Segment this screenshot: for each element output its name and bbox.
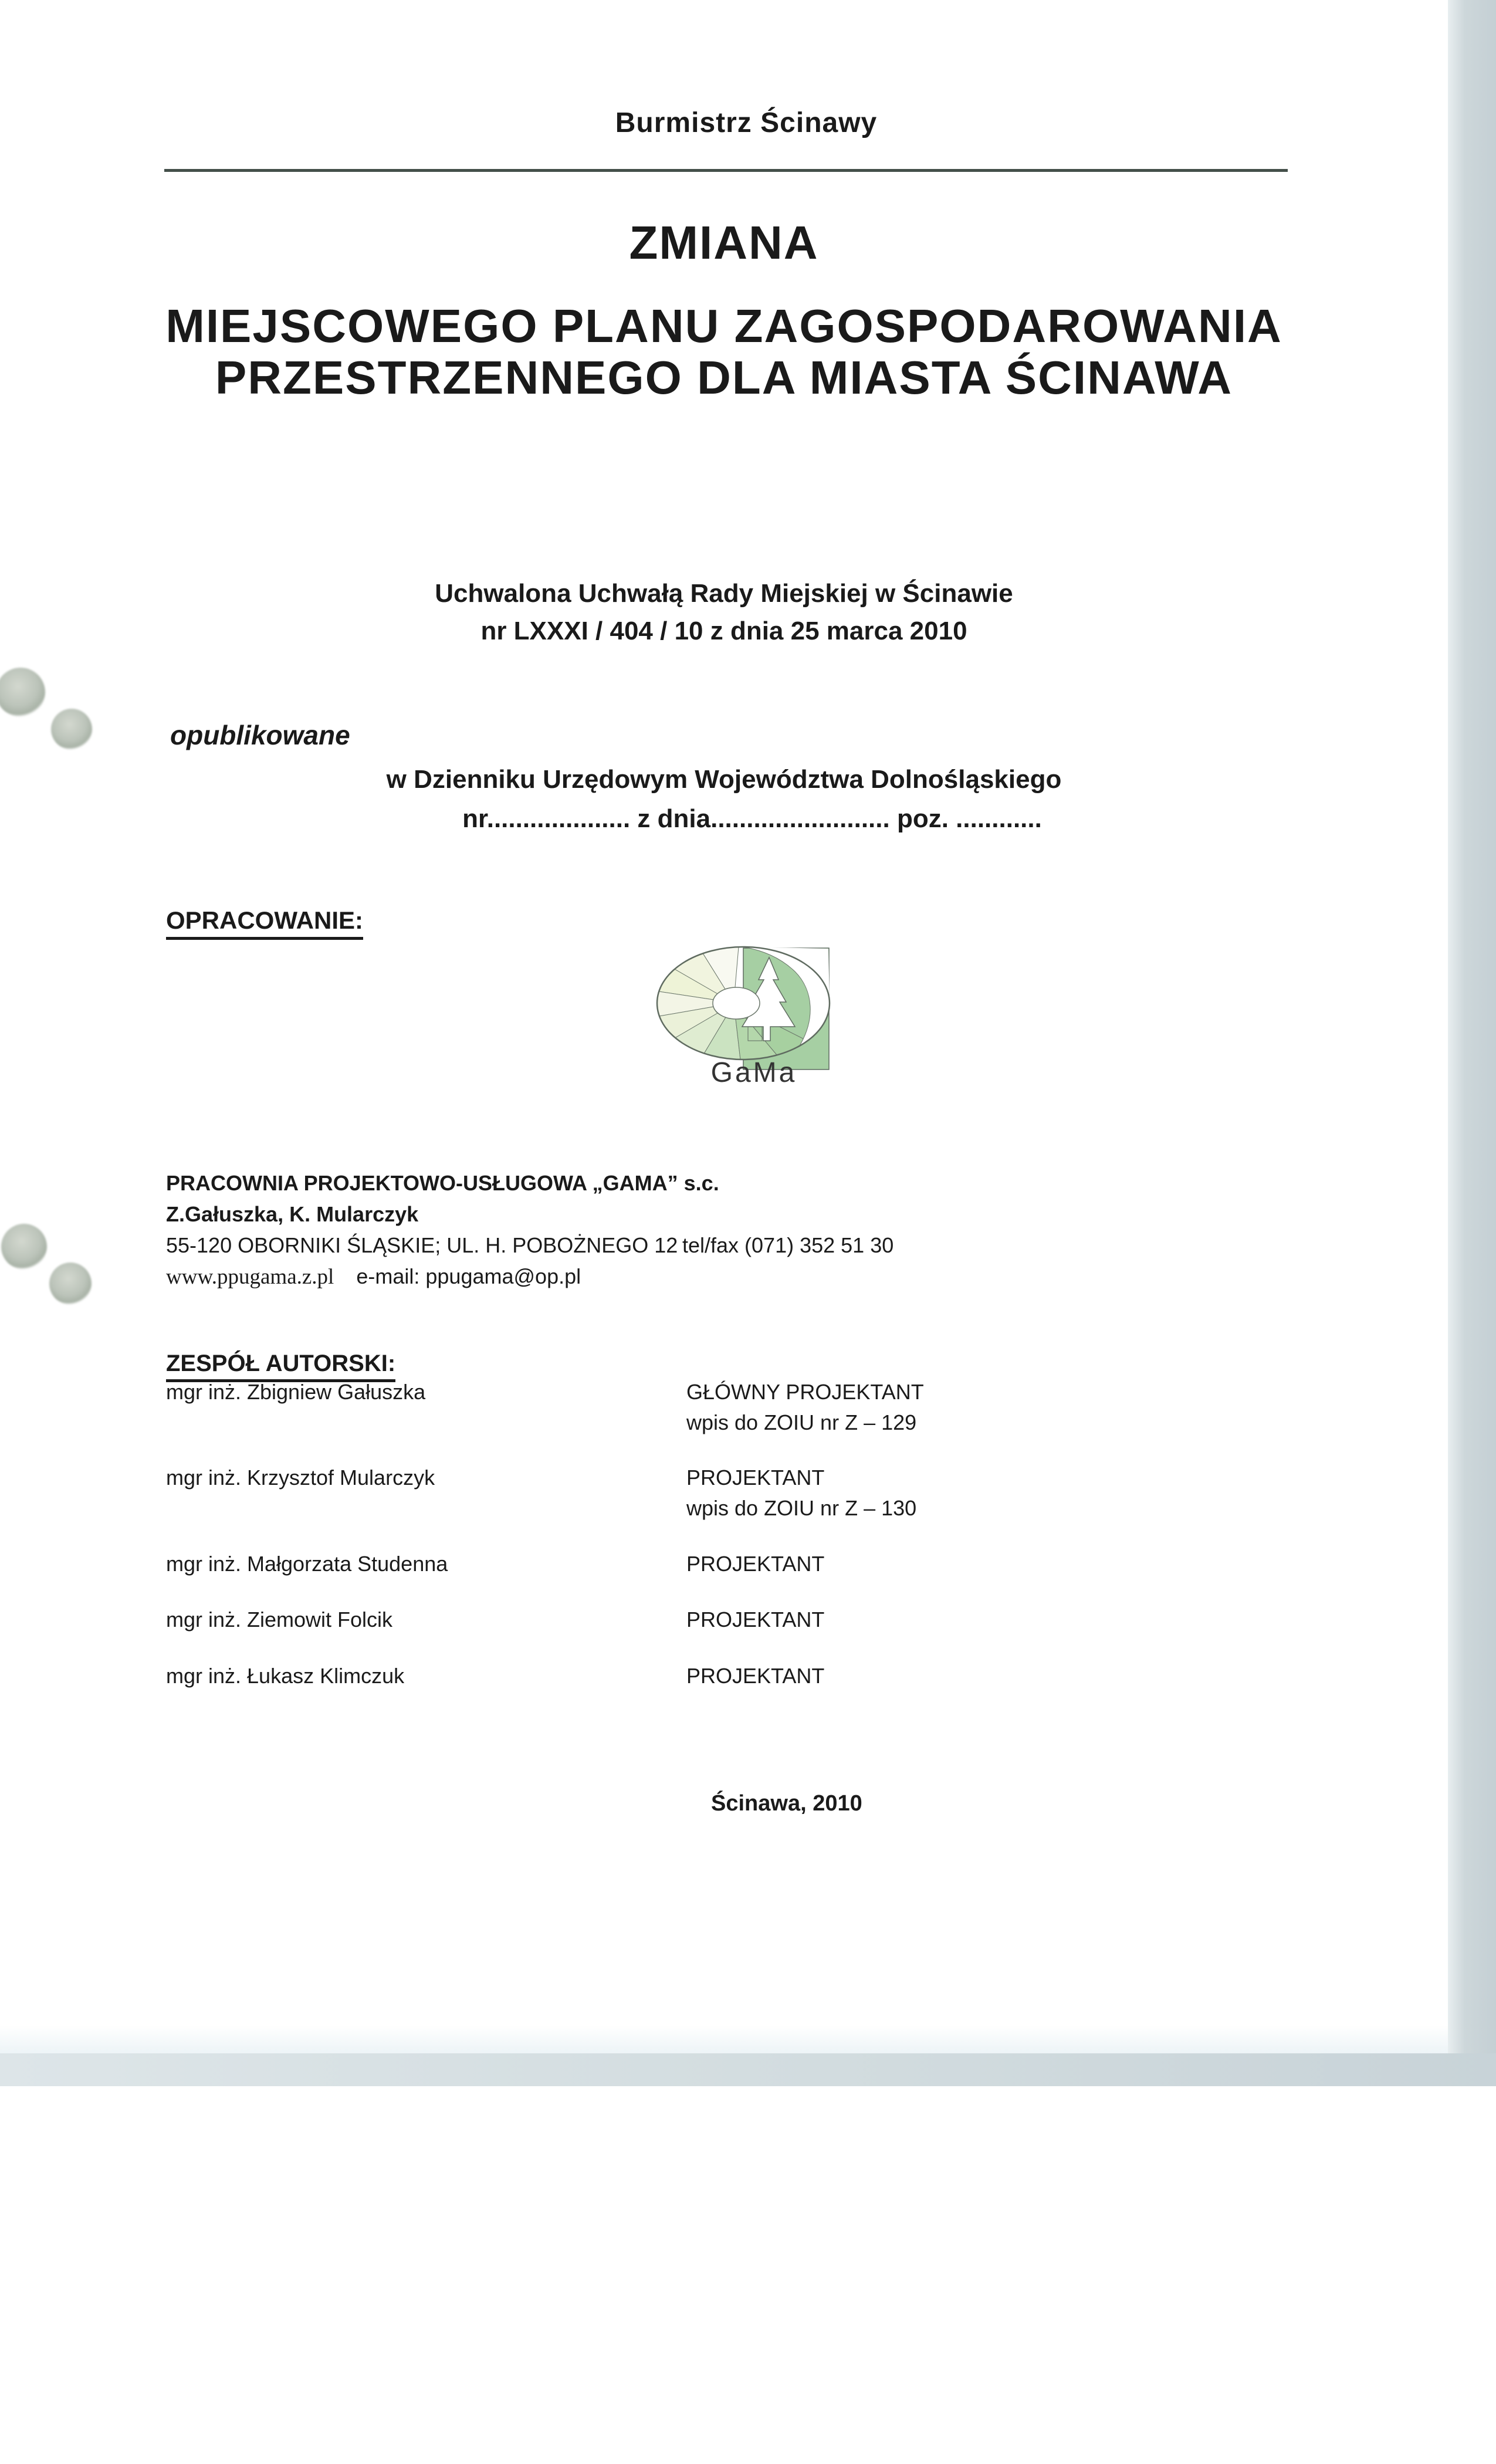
member-role: GŁÓWNY PROJEKTANT	[686, 1380, 924, 1404]
place-and-year: Ścinawa, 2010	[711, 1791, 862, 1816]
company-email: e-mail: ppugama@op.pl	[356, 1264, 581, 1288]
resolution-block	[0, 575, 1448, 650]
published-label: opublikowane	[170, 720, 350, 750]
member-name: mgr inż. Ziemowit Folcik	[166, 1607, 393, 1632]
main-title-line-3: PRZESTRZENNEGO DLA MIASTA ŚCINAWA	[215, 351, 1233, 404]
team-heading-text: ZESPÓŁ AUTORSKI:	[166, 1351, 395, 1382]
team-member-row	[166, 1465, 1281, 1492]
company-partners: Z.Gałuszka, K. Mularczyk	[166, 1202, 419, 1226]
member-role: PROJEKTANT	[686, 1607, 825, 1632]
scan-bottom-edge	[0, 2053, 1496, 2086]
binder-rivet	[49, 1263, 92, 1305]
document-header	[0, 107, 1448, 139]
published-blank-line: nr.................... z dnia......................... poz. ............	[462, 804, 1042, 833]
company-address: 55-120 OBORNIKI ŚLĄSKIE; UL. H. POBOŻNEGO 12	[166, 1233, 678, 1257]
member-name: mgr inż. Krzysztof Mularczyk	[166, 1465, 435, 1490]
company-web-row	[166, 1261, 1163, 1292]
binder-rivet	[1, 1224, 47, 1270]
member-note: wpis do ZOIU nr Z – 129	[686, 1410, 917, 1434]
team-member-row	[166, 1664, 1281, 1691]
team-member-row	[166, 1380, 1281, 1407]
member-role: PROJEKTANT	[686, 1664, 825, 1688]
team-member-row	[166, 1552, 1281, 1579]
main-title-line-1: ZMIANA	[629, 216, 819, 269]
elaboration-heading-text: OPRACOWANIE:	[166, 906, 363, 940]
scan-right-edge	[1448, 0, 1496, 2086]
member-note: wpis do ZOIU nr Z – 130	[686, 1496, 917, 1520]
main-title-line-2: MIEJSCOWEGO PLANU ZAGOSPODAROWANIA	[165, 300, 1282, 352]
company-telfax: tel/fax (071) 352 51 30	[682, 1233, 894, 1257]
member-role: PROJEKTANT	[686, 1552, 825, 1576]
gama-logo-text: GaMa	[710, 1057, 797, 1088]
elaboration-heading	[166, 906, 363, 940]
binder-rivet	[51, 709, 92, 750]
gama-logo	[654, 943, 836, 1096]
published-journal-line: w Dzienniku Urzędowym Województwa Dolnośląskiego	[386, 765, 1062, 794]
team-member-row	[166, 1607, 1281, 1634]
resolution-line-2: nr LXXXI / 404 / 10 z dnia 25 marca 2010	[480, 617, 967, 645]
company-block	[166, 1167, 1163, 1292]
document-header-title: Burmistrz Ścinawy	[615, 107, 878, 138]
binder-rivet	[0, 668, 45, 717]
header-rule	[164, 169, 1288, 172]
resolution-line-1: Uchwalona Uchwałą Rady Miejskiej w Ścinawie	[435, 579, 1013, 608]
team-heading	[166, 1351, 395, 1382]
member-name: mgr inż. Zbigniew Gałuszka	[166, 1380, 426, 1404]
company-address-row	[166, 1230, 1163, 1261]
scan-bottom-tint	[0, 2025, 1448, 2053]
member-name: mgr inż. Małgorzata Studenna	[166, 1552, 448, 1576]
member-role: PROJEKTANT	[686, 1465, 825, 1490]
company-name: PRACOWNIA PROJEKTOWO-USŁUGOWA „GAMA” s.c.	[166, 1171, 719, 1195]
member-name: mgr inż. Łukasz Klimczuk	[166, 1664, 405, 1688]
gama-logo-graphic	[654, 943, 836, 1096]
company-website: www.ppugama.z.pl	[166, 1265, 334, 1289]
